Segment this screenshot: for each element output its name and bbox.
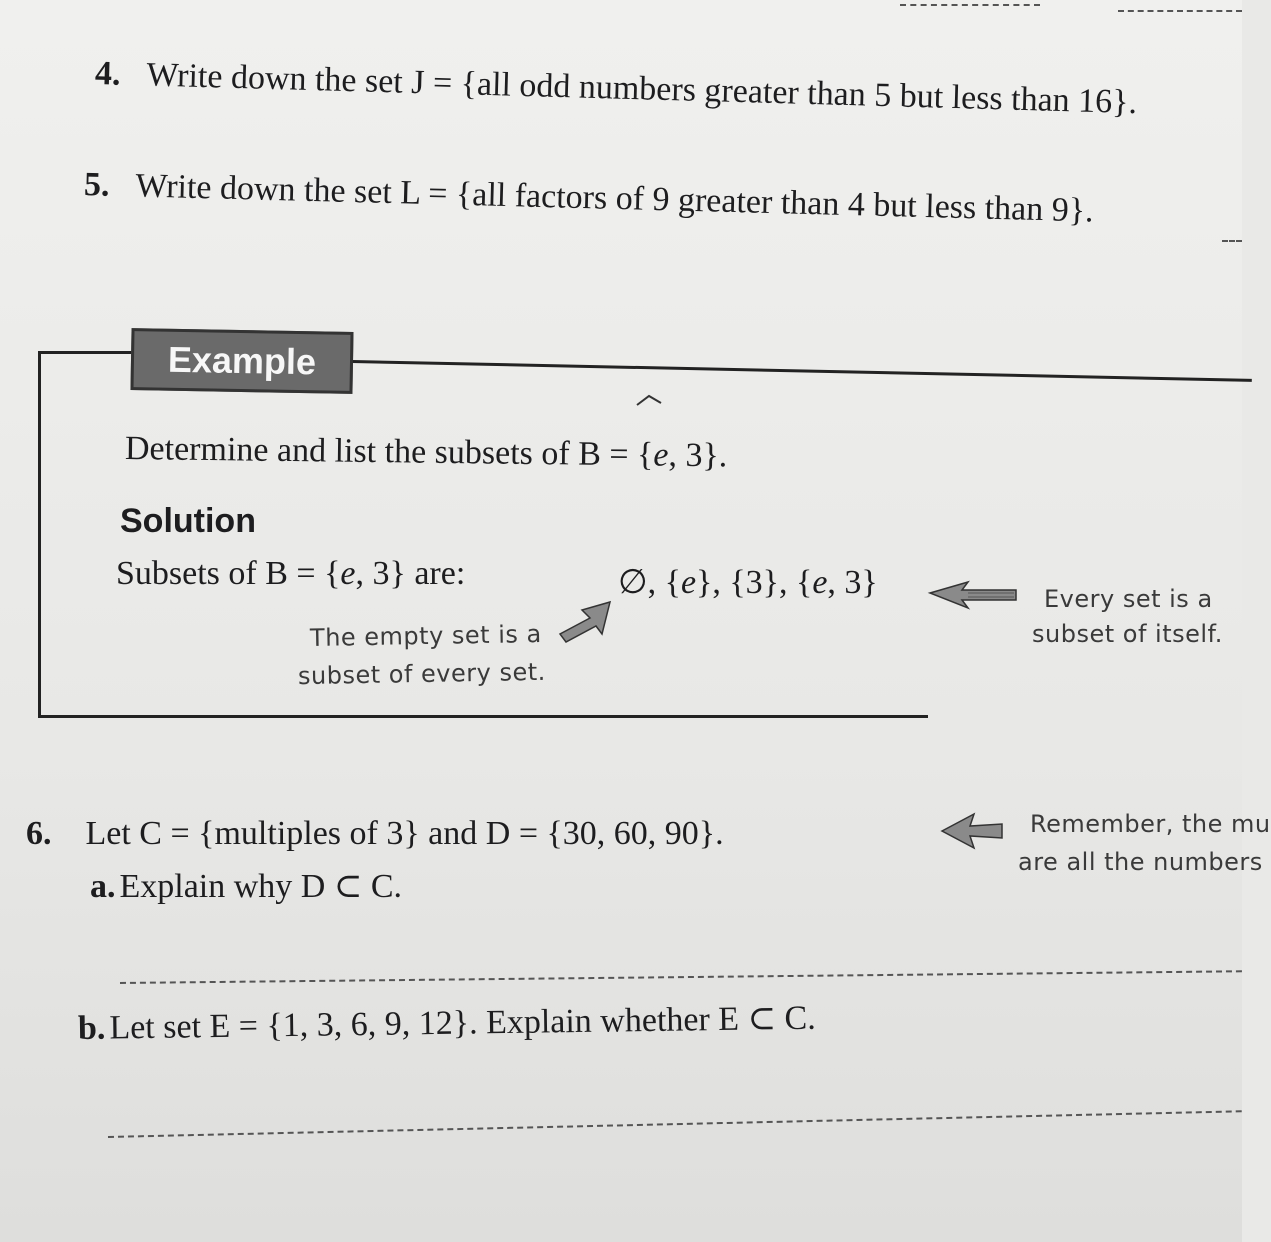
question-6a-label: a. xyxy=(90,868,116,905)
top-dashed-line xyxy=(900,4,1040,6)
question-5-text: Write down the set L = {all factors of 9 greater than 4 but less than 9}. xyxy=(135,167,1095,230)
example-badge: Example xyxy=(130,328,353,394)
example-prompt-element-e: e xyxy=(653,436,669,474)
question-6a-text: Explain why D ⊂ C. xyxy=(119,868,403,905)
example-prompt-part-b: , 3}. xyxy=(668,436,728,475)
example-prompt xyxy=(125,430,728,475)
question-6-text: Let C = {multiples of 3} and D = {30, 60, 90}. xyxy=(85,815,724,852)
question-6 xyxy=(26,815,724,853)
answer-line-q5 xyxy=(1222,240,1242,242)
subsets-label-part-a: Subsets of B = { xyxy=(116,555,341,592)
question-4-text: Write down the set J = {all odd numbers greater than 5 but less than 16}. xyxy=(145,56,1138,122)
solution-heading: Solution xyxy=(120,502,256,540)
note-remember-line2: are all the numbers xyxy=(1018,848,1263,876)
arrow-left-icon-q6 xyxy=(940,812,1006,850)
example-prompt-part-a: Determine and list the subsets of B = { xyxy=(124,430,654,474)
caret-mark xyxy=(634,392,664,408)
question-4-number: 4. xyxy=(94,55,122,93)
question-5-number: 5. xyxy=(83,166,110,204)
question-6-number: 6. xyxy=(26,815,52,852)
answer-line-6a xyxy=(120,970,1242,984)
note-remember-line1: Remember, the mu xyxy=(1030,810,1271,838)
subsets-label-element-e: e xyxy=(340,555,356,592)
question-6b xyxy=(78,998,816,1048)
arrow-up-right-icon xyxy=(558,598,614,644)
subsets-label-part-b: , 3} are: xyxy=(355,555,466,592)
example-frame-bottom xyxy=(38,715,928,718)
top-dashed-line-right xyxy=(1118,10,1242,12)
subsets-list-element-e2: e xyxy=(812,564,828,601)
subsets-list xyxy=(618,562,878,602)
subsets-list-part-b: }, {3}, { xyxy=(696,564,813,601)
subsets-list-part-c: , 3} xyxy=(827,564,878,601)
question-6a xyxy=(90,866,402,906)
note-empty-set-line2: subset of every set. xyxy=(297,657,546,691)
subsets-list-part-a: ∅, { xyxy=(618,564,681,601)
note-empty-set-line1: The empty set is a xyxy=(309,619,542,653)
note-every-set-line1: Every set is a xyxy=(1044,585,1213,613)
question-6b-label: b. xyxy=(77,1009,106,1047)
question-6b-text: Let set E = {1, 3, 6, 9, 12}. Explain whether E ⊂ C. xyxy=(109,999,816,1047)
example-frame-top-left xyxy=(38,351,133,354)
example-frame-left xyxy=(38,352,41,718)
answer-line-6b xyxy=(108,1110,1242,1138)
subsets-label xyxy=(116,555,465,593)
question-5 xyxy=(84,166,1095,230)
subsets-list-element-e1: e xyxy=(680,564,697,601)
arrow-left-icon xyxy=(928,580,1020,610)
note-every-set-line2: subset of itself. xyxy=(1032,620,1223,648)
example-frame-top xyxy=(352,360,1252,382)
